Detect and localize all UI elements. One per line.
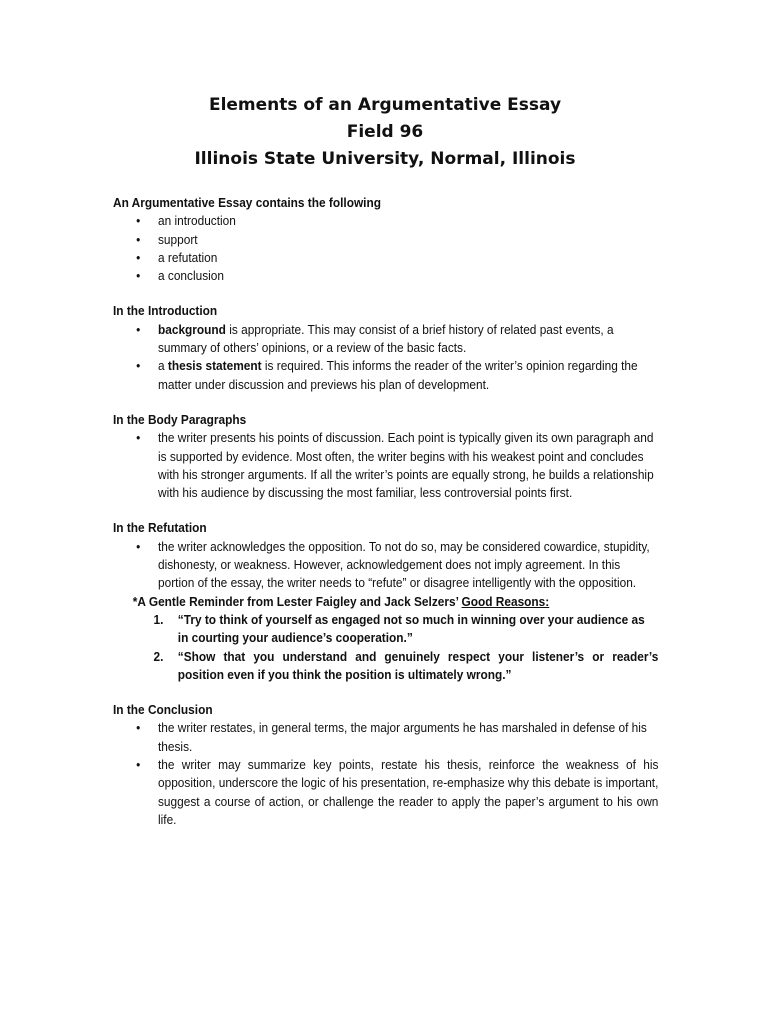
bullet-icon: •: [136, 430, 141, 446]
overview-list: [113, 212, 658, 285]
quotes-list: [113, 611, 658, 684]
list-item: 2. “Show that you understand and genuinely respect your listener’s or reader’s position even if you think the position is ultimately wrong.”: [153, 648, 659, 682]
list-item: • the writer may summarize key points, restate his thesis, reinforce the weakness of his opposition, underscore the logic of his presentation, re-emphasize why this debate is important, suggest a course of action, or challenge the reader to apply the paper’s argument to his own life.: [113, 756, 658, 829]
conclusion-heading: In the Conclusion: [113, 702, 213, 718]
list-item: • the writer acknowledges the opposition. To not do so, may be considered cowardice, stupidity, dishonesty, or weakness. However, acknowledgement does not imply agreement. In this portion of the essay, the writer needs to “refute” or disagree intelligently with the opposition.: [113, 538, 658, 593]
body-paragraphs-heading: In the Body Paragraphs: [113, 411, 247, 427]
list-item: 1. “Try to think of yourself as engaged not so much in winning over your audience as in courting your audience’s cooperation.”: [153, 611, 645, 646]
bullet-icon: •: [136, 358, 141, 374]
bullet-icon: •: [136, 268, 141, 284]
list-item: • background is appropriate. This may consist of a brief history of related past events, a summary of others’ opinions, or a review of the basic facts.: [113, 321, 658, 358]
institution-line: Illinois State University, Normal, Illinois: [194, 149, 576, 169]
list-item: • a refutation: [113, 249, 658, 267]
document-body: [113, 194, 658, 829]
conclusion-list: [113, 719, 658, 829]
reminder-line: *A Gentle Reminder from Lester Faigley and Jack Selzers’ Good Reasons:: [132, 593, 550, 609]
list-item: • a thesis statement is required. This informs the reader of the writer’s opinion regarding the matter under discussion and previews his plan of development.: [113, 357, 658, 394]
bullet-icon: •: [136, 321, 141, 337]
list-number: 1.: [153, 611, 164, 627]
body-paragraphs-list: [113, 429, 658, 502]
overview-heading: An Argumentative Essay contains the following: [113, 195, 381, 210]
list-item: • the writer restates, in general terms, the major arguments he has marshaled in defense of his thesis.: [113, 719, 658, 756]
book-title: Good Reasons:: [461, 593, 550, 609]
list-item: • the writer presents his points of discussion. Each point is typically given its own paragraph and is supported by evidence. Most often, the writer begins with his weakest point and concludes with his stronger arguments. If all the writer’s points are equally strong, he builds a relationship with his audience by discussing the most familiar, less controversial points first.: [113, 429, 658, 502]
list-item: • support: [113, 231, 658, 249]
bullet-icon: •: [136, 213, 141, 229]
list-item: • a conclusion: [113, 267, 658, 285]
bullet-icon: •: [136, 231, 141, 247]
list-item: • an introduction: [113, 212, 658, 230]
refutation-heading: In the Refutation: [113, 520, 207, 536]
bullet-icon: •: [136, 538, 141, 554]
introduction-heading: In the Introduction: [113, 303, 218, 319]
document-subtitle: Field 96: [346, 122, 424, 142]
bullet-icon: •: [136, 249, 141, 265]
document-title: Elements of an Argumentative Essay: [208, 95, 562, 115]
list-number: 2.: [153, 648, 164, 664]
bullet-icon: •: [136, 720, 141, 736]
introduction-list: [113, 321, 658, 394]
bullet-icon: •: [136, 757, 141, 773]
title-block: [0, 92, 770, 173]
refutation-list: [113, 538, 658, 593]
